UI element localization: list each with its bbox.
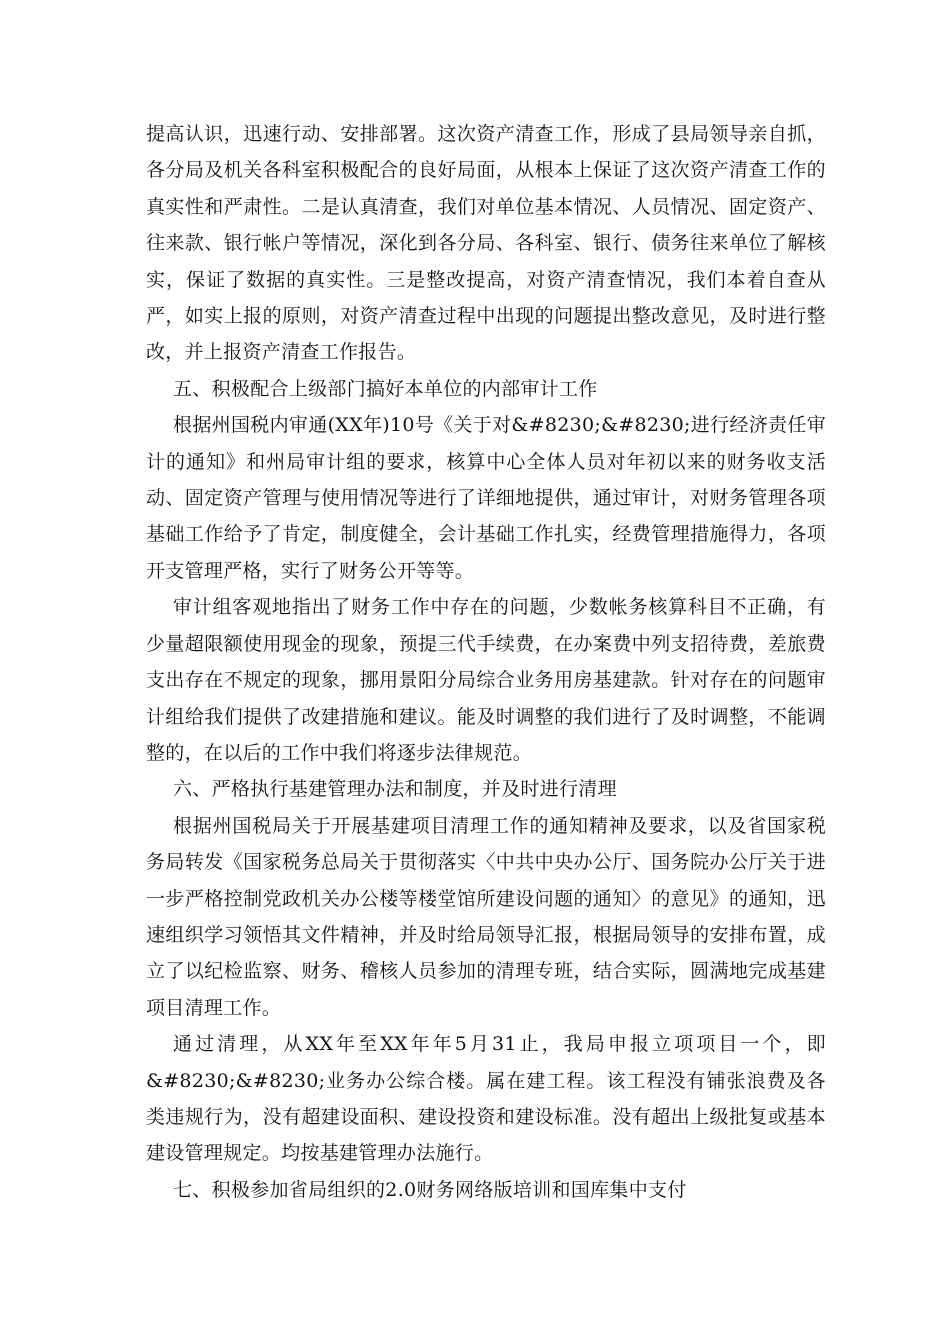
- section-heading-construction-management: 六、严格执行基建管理办法和制度，并及时进行清理: [173, 778, 617, 801]
- document-body: [146, 116, 826, 1208]
- paragraph-construction-cleanup: 根据州国税局关于开展基建项目清理工作的通知精神及要求，以及省国家税务局转发《国家税务总局关于贯彻落实〈中共中央办公厅、国务院办公厅关于进一步严格控制党政机关办公楼等楼堂馆所建设问题的通知〉的意见》的通知，迅速组织学习领悟其文件精神，并及时给局领导汇报，根据局领导的安排布置，成立了以纪检监察、财务、稽核人员参加的清理专班，结合实际，圆满地完成基建项目清理工作。: [146, 814, 826, 1019]
- paragraph-cleanup-result: 通过清理，从XX年至XX年年5月31止，我局申报立项项目一个，即&#8230;&#8230;业务办公综合楼。属在建工程。该工程没有铺张浪费及各类违规行为，没有超建设面积、建设投资和建设标准。没有超出上级批复或基本建设管理规定。均按基建管理办法施行。: [146, 1033, 826, 1165]
- paragraph-audit-notice: 根据州国税内审通(XX年)10号《关于对&#8230;&#8230;进行经济责任审计的通知》和州局审计组的要求，核算中心全体人员对年初以来的财务收支活动、固定资产管理与使用情况等进行了详细地提供，通过审计，对财务管理各项基础工作给予了肯定，制度健全，会计基础工作扎实，经费管理措施得力，各项开支管理严格，实行了财务公开等等。: [146, 414, 826, 582]
- paragraph-asset-inventory-continued: 提高认识，迅速行动、安排部署。这次资产清查工作，形成了县局领导亲自抓，各分局及机关各科室积极配合的良好局面，从根本上保证了这次资产清查工作的真实性和严肃性。二是认真清查，我们对单位基本情况、人员情况、固定资产、往来款、银行帐户等情况，深化到各分局、各科室、银行、债务往来单位了解核实，保证了数据的真实性。三是整改提高，对资产清查情况，我们本着自查从严，如实上报的原则，对资产清查过程中出现的问题提出整改意见，及时进行整改，并上报资产清查工作报告。: [146, 123, 826, 364]
- section-heading-finance-training: 七、积极参加省局组织的2.0财务网络版培训和国库集中支付: [173, 1178, 687, 1201]
- section-heading-internal-audit: 五、积极配合上级部门搞好本单位的内部审计工作: [173, 377, 598, 400]
- paragraph-audit-findings: 审计组客观地指出了财务工作中存在的问题，少数帐务核算科目不正确，有少量超限额使用现金的现象，预提三代手续费，在办案费中列支招待费，差旅费支出存在不规定的现象，挪用景阳分局综合业务用房基建款。针对存在的问题审计组给我们提供了改建措施和建议。能及时调整的我们进行了及时调整，不能调整的，在以后的工作中我们将逐步法律规范。: [146, 596, 826, 764]
